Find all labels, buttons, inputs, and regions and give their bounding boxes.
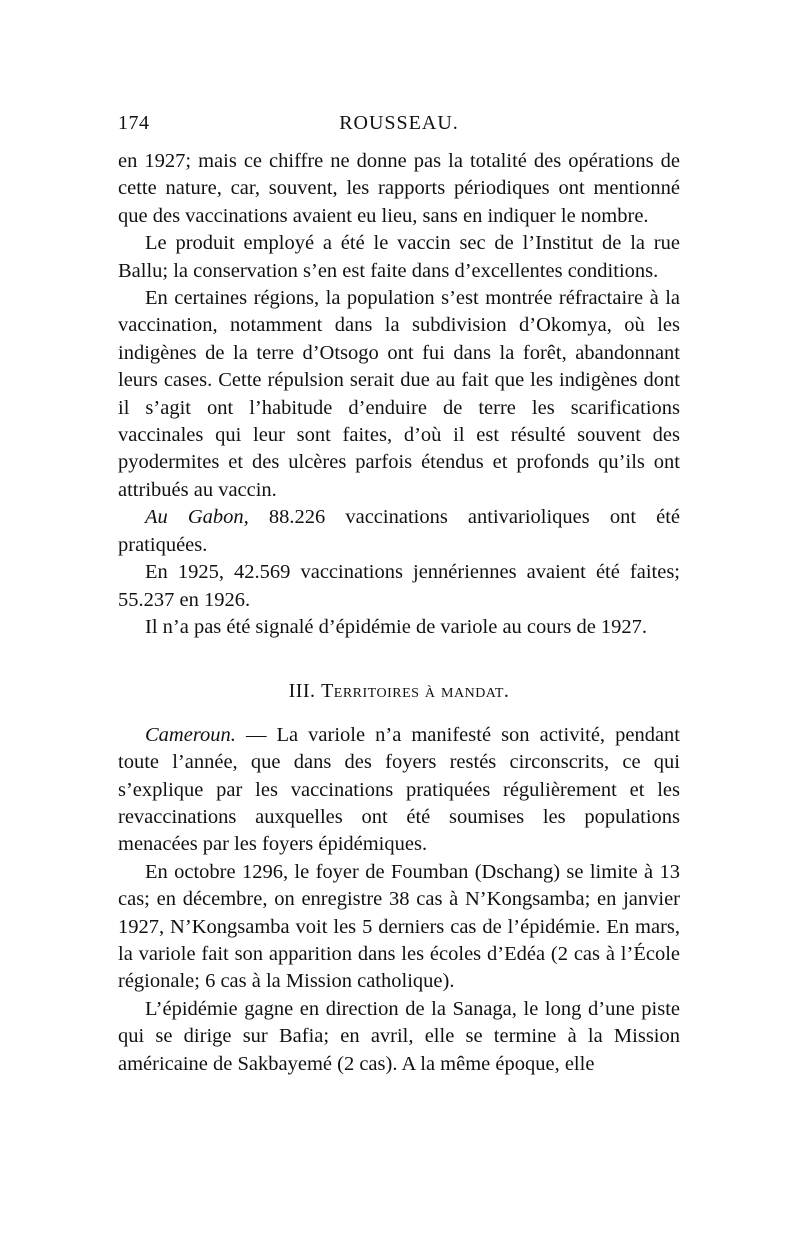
- body-text: [118, 148, 680, 1078]
- section-numeral: III.: [288, 680, 316, 703]
- paragraph-gabon: [118, 504, 680, 559]
- section-heading: [118, 678, 680, 705]
- cameroun-lead: Cameroun.: [145, 723, 236, 746]
- paragraph: En 1925, 42.569 vaccinations jennériennes avaient été faites; 55.237 en 1926.: [118, 561, 680, 611]
- paragraph: Il n’a pas été signalé d’épidémie de variole au cours de 1927.: [145, 615, 648, 638]
- page-header: [118, 112, 680, 148]
- paragraph: en 1927; mais ce chiffre ne donne pas la totalité des opérations de cette nature, car, souvent, les rapports périodiques ont mentionné que des vaccinations avaient eu lieu, sans en indiquer le nombre.: [118, 150, 680, 227]
- paragraph: En octobre 1296, le foyer de Foumban (Dschang) se limite à 13 cas; en décembre, on enregistre 38 cas à N’Kongsamba; en janvier 1927, N’Kongsamba voit les 5 derniers cas de l’épidémie. En mars, la variole fait son apparition dans les écoles d’Edéa (2 cas à l’École régionale; 6 cas à la Mission catholique).: [118, 860, 680, 993]
- book-page: [118, 112, 680, 1078]
- gabon-text: 88.226 vaccinations antivarioliques ont été pratiquées.: [118, 506, 680, 556]
- gabon-lead: Au Gabon,: [145, 506, 249, 529]
- section-title: Territoires à mandat.: [321, 680, 510, 703]
- paragraph: L’épidémie gagne en direction de la Sanaga, le long d’une piste qui se dirige sur Bafia; en avril, elle se termine à la Mission américaine de Sakbayemé (2 cas). A la même époque, elle: [118, 997, 680, 1075]
- paragraph-cameroun: [118, 722, 680, 859]
- page-number: 174: [118, 112, 150, 134]
- running-head: ROUSSEAU.: [339, 112, 459, 134]
- paragraph: Le produit employé a été le vaccin sec de l’Institut de la rue Ballu; la conservation s’en est faite dans d’excellentes conditions.: [118, 232, 680, 282]
- paragraph: En certaines régions, la population s’est montrée réfractaire à la vaccination, notamment dans la subdivision d’Okomya, où les indigènes de la terre d’Otsogo ont fui dans la forêt, abandonnant leurs cases. Cette répulsion serait due au fait que les indigènes dont il s’agit ont l’habitude d’enduire de terre les scarifications vaccinales qui leur sont faites, d’où il est résulté souvent des pyodermites et des ulcères parfois étendus et profonds qu’ils ont attribués au vaccin.: [118, 287, 680, 501]
- cameroun-text: — La variole n’a manifesté son activité, pendant toute l’année, que dans des foyers restés circonscrits, ce qui s’explique par les vaccinations pratiquées régulièrement et les revaccinations auxquelles ont été soumises les populations menacées par les foyers épidémiques.: [118, 723, 680, 856]
